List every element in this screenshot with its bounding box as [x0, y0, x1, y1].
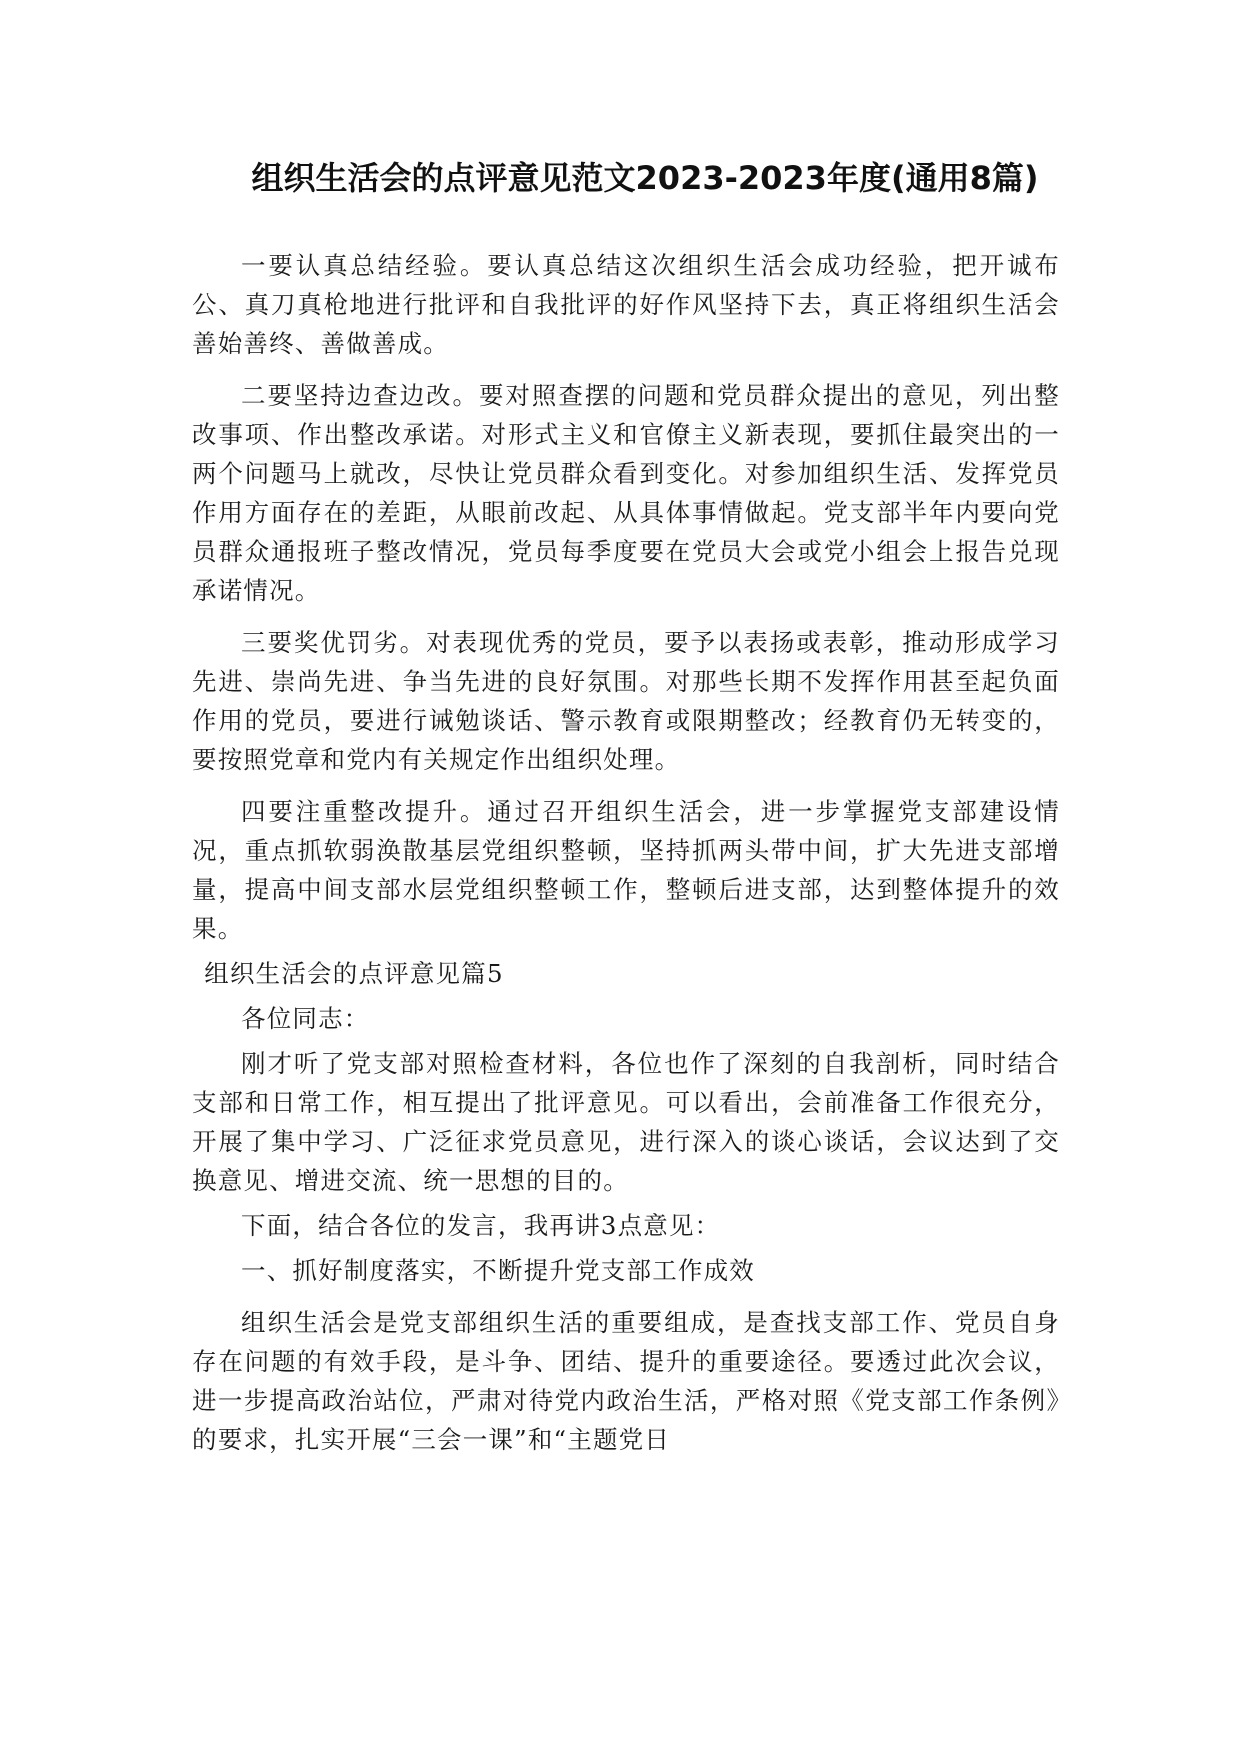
paragraph-reward-and-punish: 三要奖优罚劣。对表现优秀的党员，要予以表扬或表彰，推动形成学习先进、崇尚先进、争当先进的良好氛围。对那些长期不发挥作用甚至起负面作用的党员，要进行诫勉谈话、警示教育或限期整改；经教育仍无转变的，要按照党章和党内有关规定作出组织处理。 — [192, 628, 1060, 774]
paragraph-organization-life-meeting: 组织生活会是党支部组织生活的重要组成，是查找支部工作、党员自身存在问题的有效手段，是斗争、团结、提升的重要途径。要透过此次会议，进一步提高政治站位，严肃对待党内政治生活，严格对照《党支部工作条例》的要求，扎实开展“三会一课”和“主题党日 — [192, 1308, 1060, 1454]
section-heading-part-5: 组织生活会的点评意见篇5 — [204, 959, 504, 988]
subheading-institution-implementation: 一、抓好制度落实，不断提升党支部工作成效 — [241, 1256, 755, 1285]
paragraph-greeting: 各位同志： — [241, 1004, 370, 1033]
document-title: 组织生活会的点评意见范文2023-2023年度(通用8篇) — [251, 159, 1039, 197]
paragraph-summarize-experience: 一要认真总结经验。要认真总结这次组织生活会成功经验，把开诚布公、真刀真枪地进行批评和自我批评的好作风坚持下去，真正将组织生活会善始善终、善做善成。 — [192, 251, 1060, 358]
paragraph-three-opinions-intro: 下面，结合各位的发言，我再讲3点意见： — [241, 1211, 721, 1240]
paragraph-opening-remarks: 刚才听了党支部对照检查材料，各位也作了深刻的自我剖析，同时结合支部和日常工作，相互提出了批评意见。可以看出，会前准备工作很充分，开展了集中学习、广泛征求党员意见，进行深入的谈心谈话，会议达到了交换意见、增进交流、统一思想的目的。 — [192, 1049, 1060, 1195]
document-body — [192, 246, 1060, 1472]
paragraph-rectify-while-checking: 二要坚持边查边改。要对照查摆的问题和党员群众提出的意见，列出整改事项、作出整改承诺。对形式主义和官僚主义新表现，要抓住最突出的一两个问题马上就改，尽快让党员群众看到变化。对参加组织生活、发挥党员作用方面存在的差距，从眼前改起、从具体事情做起。党支部半年内要向党员群众通报班子整改情况，党员每季度要在党员大会或党小组会上报告兑现承诺情况。 — [192, 381, 1060, 605]
paragraph-rectification-improvement: 四要注重整改提升。通过召开组织生活会，进一步掌握党支部建设情况，重点抓软弱涣散基层党组织整顿，坚持抓两头带中间，扩大先进支部增量，提高中间支部水层党组织整顿工作，整顿后进支部，达到整体提升的效果。 — [192, 797, 1060, 943]
